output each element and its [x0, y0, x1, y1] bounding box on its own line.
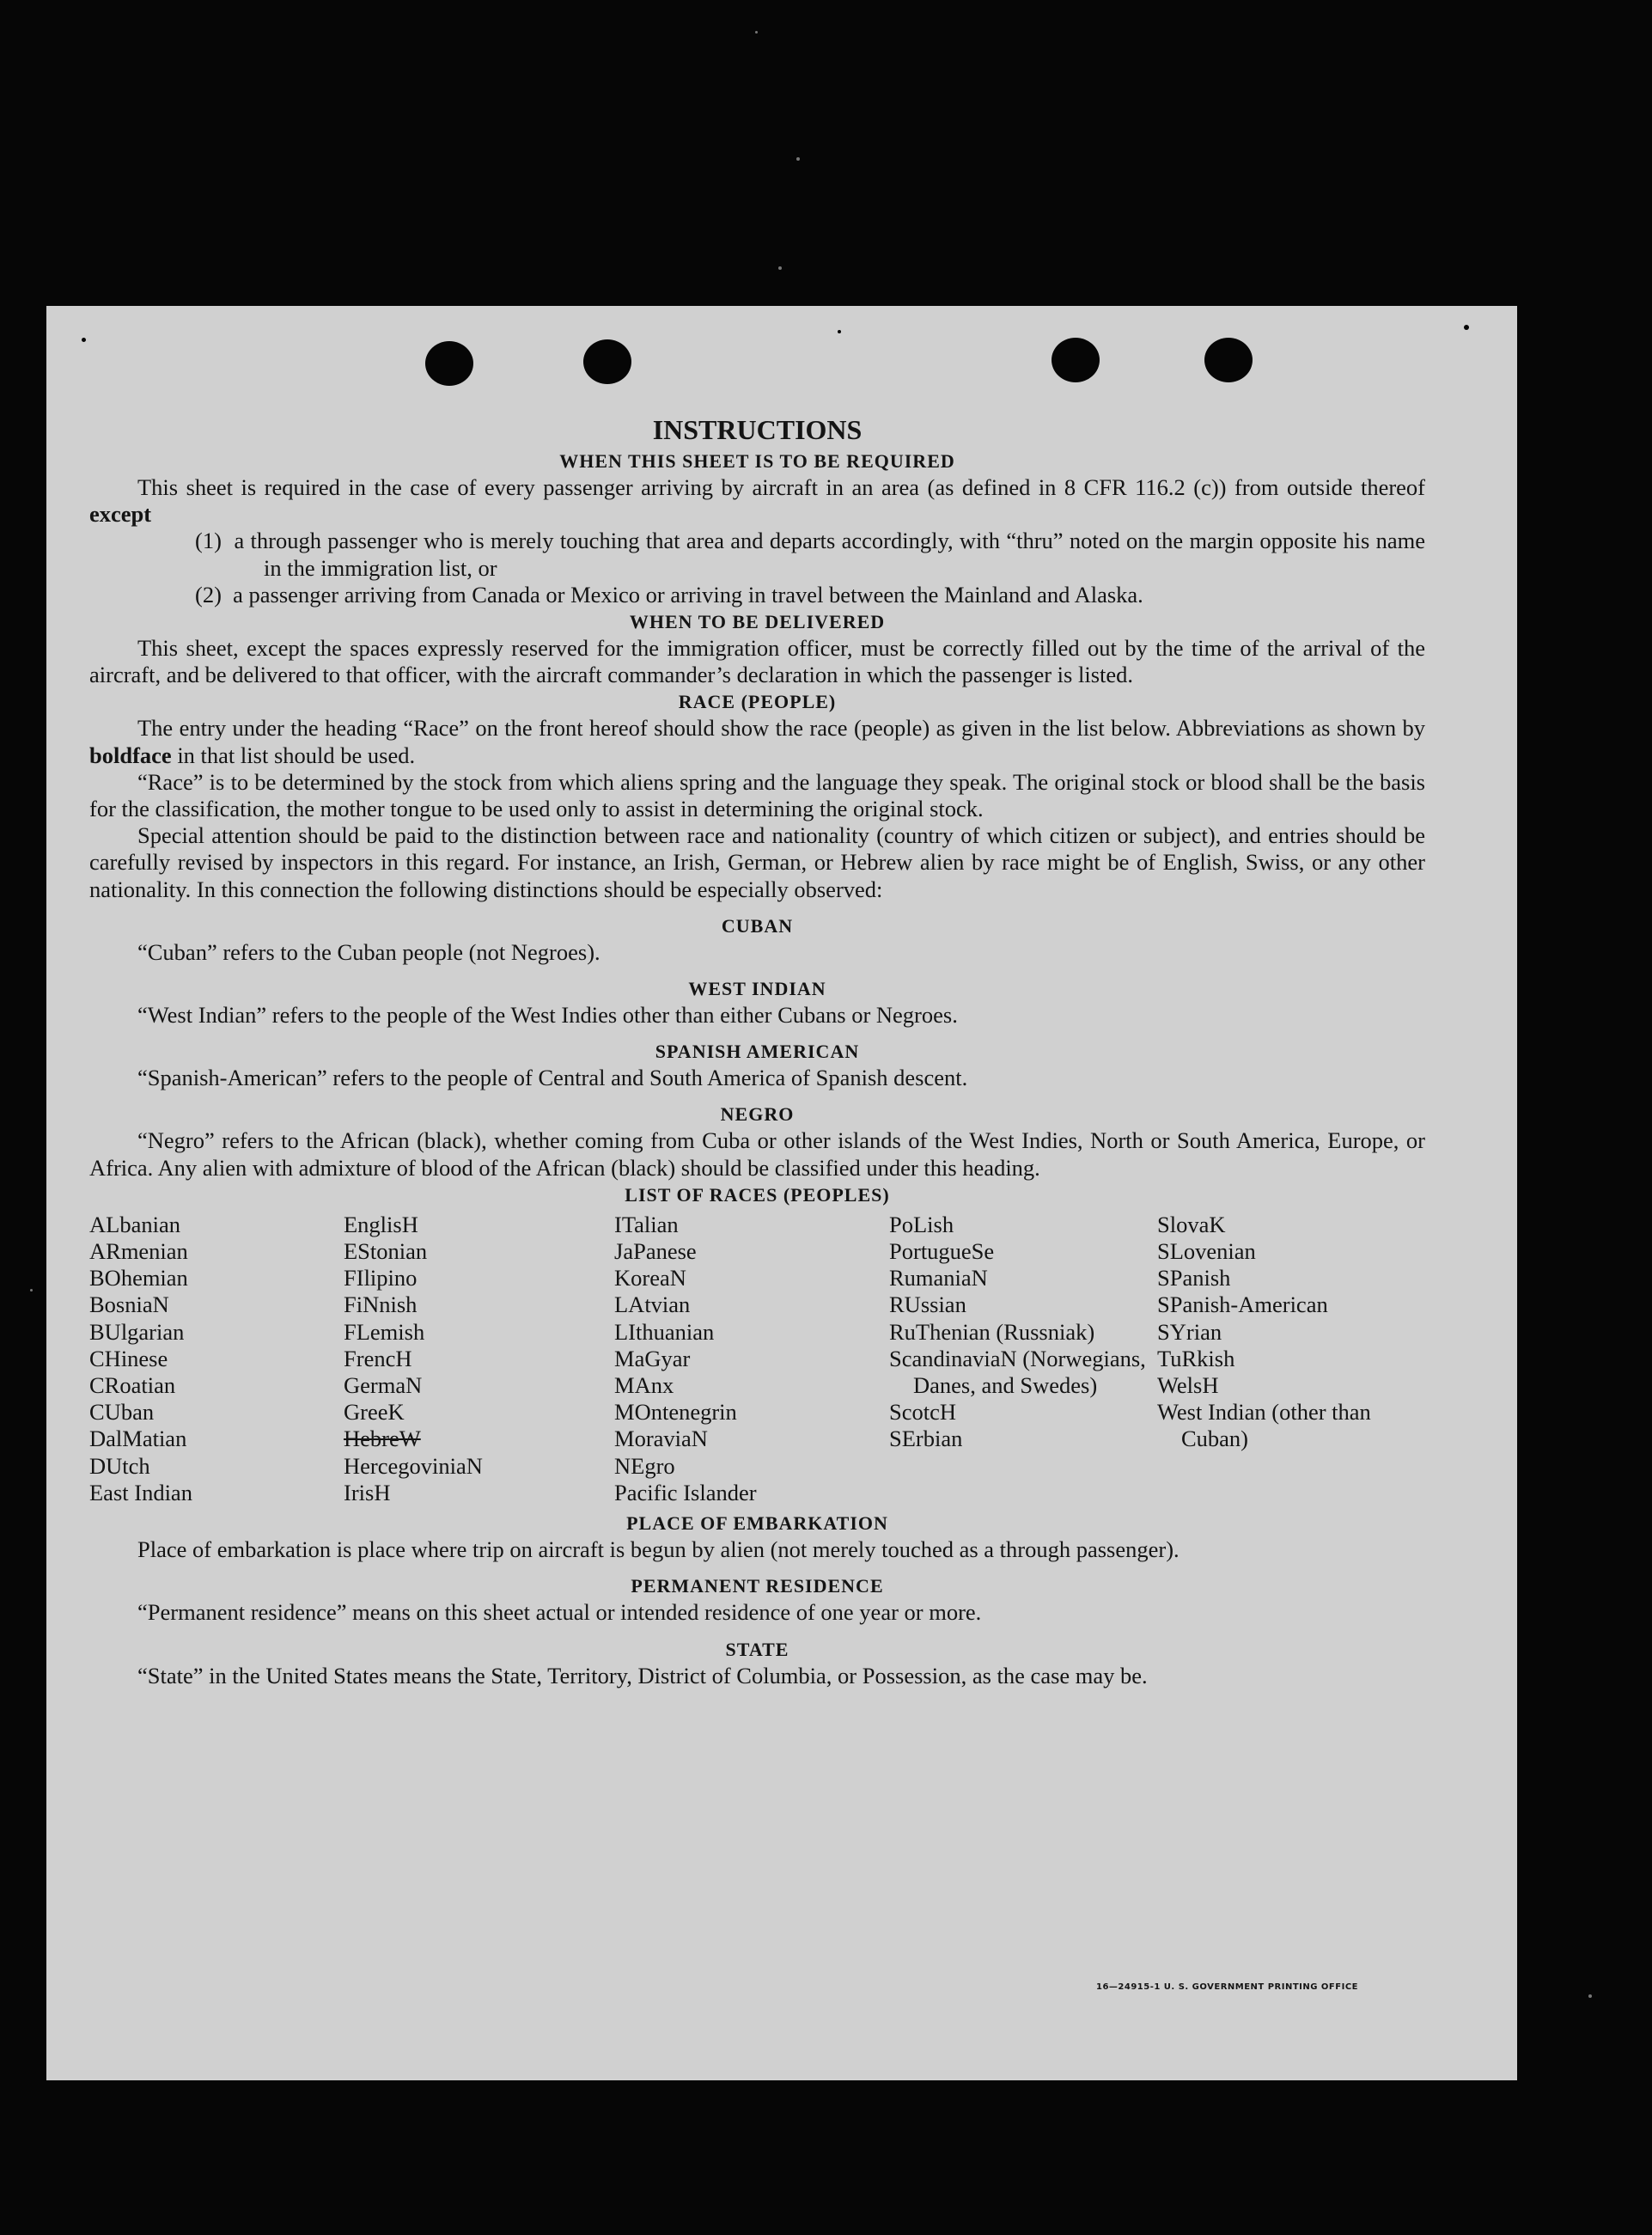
race-entry: HercegoviniaN [344, 1452, 483, 1479]
race-entry: CRoatian [89, 1372, 176, 1399]
race-entry: BUlgarian [89, 1318, 185, 1345]
race-entry: FIlipino [344, 1265, 418, 1292]
race-column [1157, 1212, 1415, 1506]
instruction-sheet [46, 306, 1517, 2080]
paragraph [89, 474, 1425, 528]
paragraph: “Spanish-American” refers to the people of Central and South America of Spanish descent. [137, 1065, 968, 1091]
section-heading: CUBAN [721, 914, 794, 937]
punch-hole [425, 341, 473, 386]
race-entry: DUtch [89, 1452, 150, 1479]
race-entry: SPanish-American [1157, 1292, 1328, 1318]
item-text: a passenger arriving from Canada or Mexico or arriving in travel between the Mainland and Alaska. [233, 581, 1143, 608]
paragraph: “Cuban” refers to the Cuban people (not Negroes). [137, 938, 600, 965]
race-entry: SLovenian [1157, 1238, 1256, 1265]
section-heading: RACE (PEOPLE) [678, 691, 837, 713]
paragraph-text: The entry under the heading “Race” on the front hereof should show the race (people) as given in the list below. Abbreviations as shown by [137, 715, 1425, 742]
race-entry: MaGyar [614, 1345, 691, 1371]
race-entry: ALbanian [89, 1211, 180, 1237]
instructions-content [89, 413, 1425, 1689]
section-heading: WEST INDIAN [688, 978, 826, 1000]
race-entry: SlovaK [1157, 1211, 1226, 1237]
punch-hole [1204, 338, 1253, 382]
race-column [889, 1212, 1157, 1506]
race-entry: ScotcH [889, 1399, 957, 1426]
paragraph-text: This sheet is required in the case of every passenger arriving by aircraft in an area (as defined in 8 CFR 116.2 (c)) from outside thereof [137, 474, 1425, 500]
item-text: a through passenger who is merely touching that area and departs accordingly, with “thru” noted on the margin opposite his name in the immigration list, or [234, 528, 1426, 581]
scan-speck [755, 31, 758, 34]
race-entry: LAtvian [614, 1292, 691, 1318]
race-entry: West Indian (other than Cuban) [1157, 1399, 1371, 1452]
section-heading: NEGRO [720, 1103, 795, 1126]
race-entry: ARmenian [89, 1238, 188, 1265]
paragraph: “Race” is to be determined by the stock from which aliens spring and the language they speak. The original stock or blood shall be the basis for the classification, the mother tongue to be used only to assist in determining the original stock. [89, 768, 1425, 822]
race-entry-struck: HebreW [344, 1426, 421, 1452]
scan-speck [778, 266, 782, 270]
paragraph [89, 715, 1425, 768]
section-heading: PLACE OF EMBARKATION [626, 1512, 888, 1535]
race-entry: ITalian [614, 1211, 679, 1237]
paragraph: Place of embarkation is place where trip on aircraft is begun by alien (not merely touched as a through passenger). [137, 1536, 1180, 1563]
race-entry: SErbian [889, 1426, 963, 1452]
race-entry: CHinese [89, 1345, 168, 1371]
paper-speck [82, 338, 86, 342]
printer-imprint: 16—24915-1 U. S. GOVERNMENT PRINTING OFFICE [1096, 1982, 1358, 1992]
race-entry: East Indian [89, 1479, 192, 1505]
race-entry: SPanish [1157, 1265, 1231, 1292]
race-entry: PoLish [889, 1211, 954, 1237]
race-entry: WelsH [1157, 1372, 1219, 1399]
list-item [89, 528, 1425, 581]
race-entry: FiNnish [344, 1292, 418, 1318]
race-list [89, 1212, 1425, 1506]
race-entry: NEgro [614, 1452, 675, 1479]
race-entry: EnglisH [344, 1211, 418, 1237]
section-heading: STATE [725, 1638, 789, 1660]
paragraph: Special attention should be paid to the distinction between race and nationality (country of which citizen or subject), and entries should be carefully revised by inspectors in this regard. For instance, an Irish, German, or Hebrew alien by race might be of English, Swiss, or any other nationality. In this connection the following distinctions should be especially observed: [89, 822, 1425, 902]
race-entry: SYrian [1157, 1318, 1222, 1345]
punch-hole [583, 339, 631, 384]
race-entry: MAnx [614, 1372, 674, 1399]
race-entry: LIthuanian [614, 1318, 715, 1345]
bold-text: except [89, 501, 152, 528]
bold-text: boldface [89, 742, 172, 768]
race-entry: RuThenian (Russniak) [889, 1318, 1095, 1345]
paragraph: “West Indian” refers to the people of the West Indies other than either Cubans or Negroes. [137, 1002, 958, 1029]
race-entry: FrencH [344, 1345, 412, 1371]
scan-speck [796, 157, 800, 161]
paragraph: “State” in the United States means the State, Territory, District of Columbia, or Possession, as the case may be. [137, 1662, 1148, 1688]
paragraph: “Permanent residence” means on this sheet actual or intended residence of one year or more. [137, 1599, 982, 1626]
race-entry: FLemish [344, 1318, 425, 1345]
race-entry: MoraviaN [614, 1426, 708, 1452]
race-entry: GermaN [344, 1372, 423, 1399]
scan-speck [1588, 1994, 1592, 1998]
race-entry: IrisH [344, 1479, 391, 1505]
race-entry: GreeK [344, 1399, 405, 1426]
race-column [344, 1212, 614, 1506]
race-entry: Pacific Islander [614, 1479, 757, 1505]
paragraph-text: in that list should be used. [177, 742, 416, 768]
punch-hole [1052, 338, 1100, 382]
race-entry: CUban [89, 1399, 155, 1426]
paper-speck [838, 330, 841, 333]
race-column [614, 1212, 889, 1506]
race-entry: EStonian [344, 1238, 428, 1265]
race-entry: BosniaN [89, 1292, 169, 1318]
section-heading: WHEN TO BE DELIVERED [629, 611, 886, 633]
race-entry: TuRkish [1157, 1345, 1235, 1371]
race-entry: RumaniaN [889, 1265, 988, 1292]
paragraph: “Negro” refers to the African (black), whether coming from Cuba or other islands of the West Indies, North or South America, Europe, or Africa. Any alien with admixture of blood of the African (black) should be classified under this heading. [89, 1127, 1425, 1181]
item-number: (1) [195, 528, 222, 554]
race-entry: KoreaN [614, 1265, 686, 1292]
race-column [89, 1212, 344, 1506]
section-heading: WHEN THIS SHEET IS TO BE REQUIRED [559, 450, 955, 472]
section-heading: PERMANENT RESIDENCE [631, 1575, 884, 1597]
paper-speck [1464, 325, 1469, 330]
paragraph: This sheet, except the spaces expressly reserved for the immigration officer, must be correctly filled out by the time of the arrival of the aircraft, and be delivered to that officer, with the aircraft commander’s declaration in which the passenger is listed. [89, 635, 1425, 688]
race-entry: MOntenegrin [614, 1399, 737, 1426]
race-entry: ScandinaviaN (Norwegians, Danes, and Swedes) [889, 1345, 1146, 1399]
section-heading: SPANISH AMERICAN [655, 1041, 860, 1063]
section-heading: LIST OF RACES (PEOPLES) [625, 1183, 890, 1206]
race-entry: PortugueSe [889, 1238, 995, 1265]
race-entry: DalMatian [89, 1426, 187, 1452]
race-entry: JaPanese [614, 1238, 697, 1265]
list-item [89, 582, 1425, 608]
page-title: INSTRUCTIONS [652, 414, 863, 445]
item-number: (2) [195, 581, 222, 608]
scan-speck [30, 1289, 33, 1292]
race-entry: BOhemian [89, 1265, 188, 1292]
race-entry: RUssian [889, 1292, 966, 1318]
